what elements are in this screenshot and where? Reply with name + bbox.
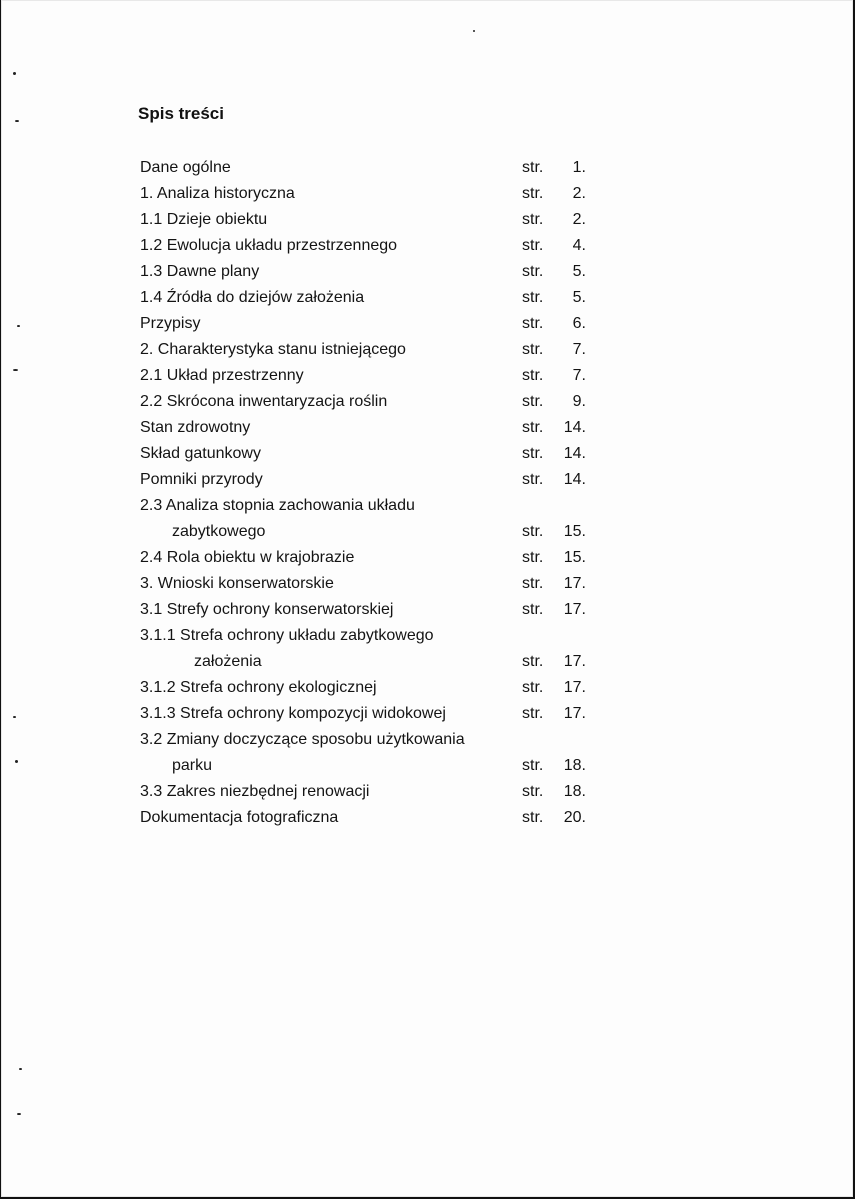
toc-entry-str: str.	[522, 575, 544, 592]
toc-entry-page: 7.	[572, 367, 586, 384]
toc-entry-page: 15.	[563, 549, 586, 566]
toc-entry-page: 5.	[572, 263, 586, 280]
toc-entry	[140, 181, 600, 207]
toc-entry-page: 7.	[572, 341, 586, 358]
toc-entry-str: str.	[522, 705, 544, 722]
toc-entry-str: str.	[522, 679, 544, 696]
scan-speck	[17, 325, 20, 327]
toc-entry	[140, 337, 600, 363]
toc-entry	[140, 415, 600, 441]
toc-entry-label: zabytkowego	[172, 523, 266, 540]
toc-entry-page: 4.	[572, 237, 586, 254]
toc-entry-page: 15.	[563, 523, 586, 540]
toc-entry-str: str.	[522, 237, 544, 254]
toc-entry-label: 3.1.1 Strefa ochrony układu zabytkowego	[140, 627, 434, 644]
toc-entry	[140, 259, 600, 285]
toc-entry-label: 1. Analiza historyczna	[140, 185, 295, 202]
toc-entry-str: str.	[522, 367, 544, 384]
toc-entry-page: 6.	[572, 315, 586, 332]
toc-entry-page: 14.	[563, 445, 586, 462]
toc-entry	[140, 571, 600, 597]
toc-entry-str: str.	[522, 757, 544, 774]
toc-entry-str: str.	[522, 419, 544, 436]
toc-entry-continuation	[140, 519, 600, 545]
toc-entry	[140, 207, 600, 233]
toc-entry-str: str.	[522, 783, 544, 800]
toc-entry-label: Dane ogólne	[140, 159, 231, 176]
scan-speck	[13, 72, 16, 75]
toc-entry	[140, 285, 600, 311]
toc-entry-label: 2.2 Skrócona inwentaryzacja roślin	[140, 393, 388, 410]
scan-speck	[13, 369, 18, 371]
toc-entry-page: 17.	[563, 705, 586, 722]
toc-entry-page: 5.	[572, 289, 586, 306]
toc-entry-label: parku	[172, 757, 213, 774]
toc-entry-continuation	[140, 649, 600, 675]
toc-entry-page: 2.	[572, 211, 586, 228]
toc-entry	[140, 467, 600, 493]
toc-entry-str: str.	[522, 263, 544, 280]
toc-entry-str: str.	[522, 601, 544, 618]
toc-entry-label: 1.2 Ewolucja układu przestrzennego	[140, 237, 398, 254]
scan-speck	[473, 30, 475, 32]
page-title: Spis treści	[138, 104, 224, 123]
toc-entry-continuation	[140, 753, 600, 779]
toc-entry-str: str.	[522, 211, 544, 228]
toc-entry	[140, 701, 600, 727]
toc-entry-label: Pomniki przyrody	[140, 471, 263, 488]
toc-entry-label: 3.2 Zmiany doczyczące sposobu użytkowania	[140, 731, 465, 748]
toc-entry-label: 3.1.2 Strefa ochrony ekologicznej	[140, 679, 377, 696]
toc-entry-label: Dokumentacja fotograficzna	[140, 809, 339, 826]
scan-speck	[19, 1068, 22, 1070]
toc-entry	[140, 233, 600, 259]
toc-entry-page: 14.	[563, 471, 586, 488]
toc-entry-str: str.	[522, 523, 544, 540]
toc-entry	[140, 545, 600, 571]
toc-entry-label: 2.4 Rola obiektu w krajobrazie	[140, 549, 355, 566]
toc-entry-label: 1.1 Dzieje obiektu	[140, 211, 268, 228]
toc-entry-label: 3.3 Zakres niezbędnej renowacji	[140, 783, 370, 800]
toc-entry	[140, 597, 600, 623]
toc-entry-label: założenia	[194, 653, 262, 670]
toc-entry-label: Stan zdrowotny	[140, 419, 251, 436]
toc-entry-page: 18.	[563, 757, 586, 774]
scan-speck	[17, 1113, 21, 1115]
toc-entry	[140, 779, 600, 805]
toc-entry-str: str.	[522, 159, 544, 176]
toc-entry-page: 18.	[563, 783, 586, 800]
toc-entry	[140, 623, 600, 649]
toc-entry-label: 2. Charakterystyka stanu istniejącego	[140, 341, 406, 358]
toc-entry-label: 2.3 Analiza stopnia zachowania układu	[140, 497, 415, 514]
toc-entry-page: 17.	[563, 679, 586, 696]
toc-entry	[140, 363, 600, 389]
toc-entry	[140, 311, 600, 337]
toc-entry	[140, 441, 600, 467]
toc-entry-str: str.	[522, 315, 544, 332]
toc-entry-str: str.	[522, 393, 544, 410]
toc-entry-str: str.	[522, 471, 544, 488]
toc-entry-page: 17.	[563, 653, 586, 670]
toc-entry-label: 2.1 Układ przestrzenny	[140, 367, 304, 384]
toc-entry-page: 2.	[572, 185, 586, 202]
toc-entry-page: 14.	[563, 419, 586, 436]
toc-entry-str: str.	[522, 653, 544, 670]
toc-entry	[140, 675, 600, 701]
toc-entry-page: 17.	[563, 601, 586, 618]
toc-entry-str: str.	[522, 445, 544, 462]
toc-entry-label: 3. Wnioski konserwatorskie	[140, 575, 334, 592]
toc-entry-str: str.	[522, 289, 544, 306]
toc-entry-label: Przypisy	[140, 315, 201, 332]
toc-entry	[140, 155, 600, 181]
toc-entry-page: 9.	[572, 393, 586, 410]
toc-entry-str: str.	[522, 185, 544, 202]
toc-entry-page: 1.	[572, 159, 586, 176]
toc-entry-str: str.	[522, 341, 544, 358]
toc-entry	[140, 727, 600, 753]
toc-entry	[140, 389, 600, 415]
toc-entry-str: str.	[522, 809, 544, 826]
toc-entry-str: str.	[522, 549, 544, 566]
toc-entry	[140, 805, 600, 831]
toc-entry-label: 3.1.3 Strefa ochrony kompozycji widokowej	[140, 705, 446, 722]
document-page	[1, 0, 853, 1197]
toc-entry-page: 20.	[563, 809, 586, 826]
toc-entry-label: 1.4 Źródła do dziejów założenia	[140, 289, 365, 306]
table-of-contents	[140, 155, 600, 831]
toc-entry	[140, 493, 600, 519]
scan-speck	[15, 760, 18, 763]
toc-entry-label: 3.1 Strefy ochrony konserwatorskiej	[140, 601, 394, 618]
scan-speck	[13, 716, 16, 718]
scan-speck	[15, 120, 19, 122]
toc-entry-label: 1.3 Dawne plany	[140, 263, 260, 280]
toc-entry-label: Skład gatunkowy	[140, 445, 261, 462]
toc-entry-page: 17.	[563, 575, 586, 592]
